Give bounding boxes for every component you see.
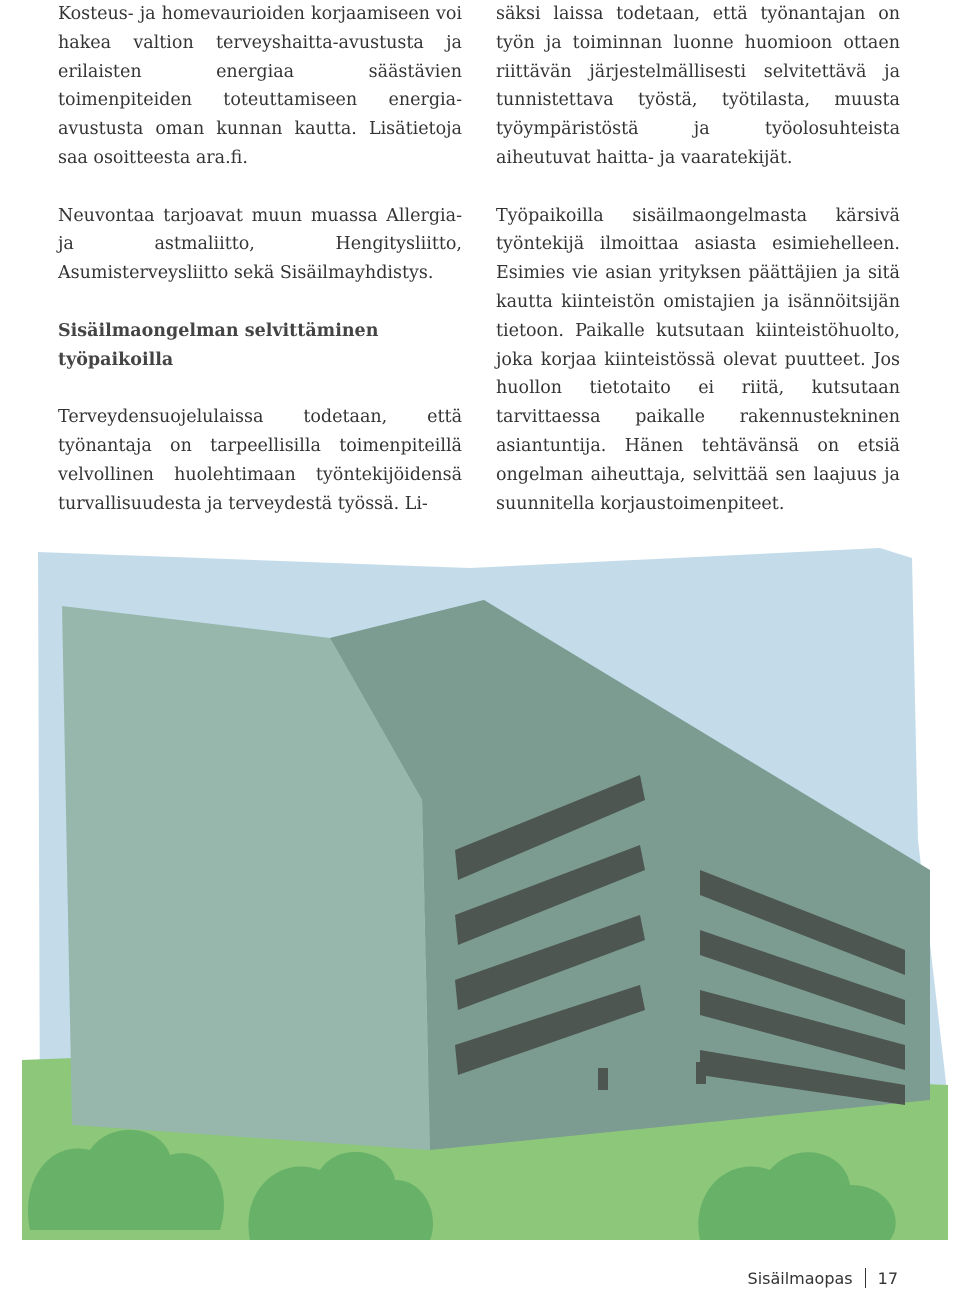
right-column xyxy=(496,0,900,518)
publication-title: Sisäilmaopas xyxy=(747,1268,853,1288)
office-building-illustration-icon xyxy=(0,540,960,1260)
footer-divider xyxy=(865,1268,866,1288)
right-paragraph-procedure: Työpaikoilla sisäilmaongelmasta kärsivä työntekijä ilmoittaa asiasta esimiehelleen. Esimies vie asian yrityksen päättäjien ja sitä kautta kiinteistön omistajien ja isännöitsijän tietoon. Paikalle kutsutaan kiinteistöhuolto, joka korjaa kiinteistössä olevat puutteet. Jos huollon tietotaito ei riitä, kutsutaan tarvittaessa paikalle rakennustekninen asiantuntija. Hänen tehtävänsä on etsiä ongelman aiheuttaja, selvittää sen laajuus ja suunnitella korjaustoimenpiteet. xyxy=(496,205,900,514)
left-paragraph-law: Terveydensuojelulaissa todetaan, että työnantaja on tarpeellisilla toimenpiteillä velvollinen huolehtimaan työntekijöidensä turvallisuudesta ja terveydestä työssä. Li- xyxy=(58,407,462,514)
left-paragraph-grants: Kosteus- ja homevaurioiden korjaamiseen voi hakea valtion terveyshaitta-avustusta ja erilaisten energiaa säästävien toimenpiteiden toteuttamiseen energia-avustusta oman kunnan kautta. Lisätietoja saa osoitteesta ara.fi. xyxy=(58,4,462,168)
door xyxy=(598,1068,608,1090)
section-heading: Sisäilmaongelman selvittäminen työpaikoilla xyxy=(58,320,379,370)
page-footer xyxy=(748,1266,898,1290)
door xyxy=(696,1062,706,1084)
left-paragraph-advice: Neuvontaa tarjoavat muun muassa Allergia- ja astmaliitto, Hengitysliitto, Asumisterveysliitto sekä Sisäilmayhdistys. xyxy=(58,205,462,284)
page-number: 17 xyxy=(877,1268,898,1288)
left-column xyxy=(58,0,462,518)
right-paragraph-law-continued: säksi laissa todetaan, että työnantajan on työn ja toiminnan luonne huomioon ottaen riittävän järjestelmällisesti selvitettävä ja tunnistettava työstä, työtilasta, muusta työympäristöstä ja työolosuhteista aiheutuvat haitta- ja vaaratekijät. xyxy=(496,4,900,168)
